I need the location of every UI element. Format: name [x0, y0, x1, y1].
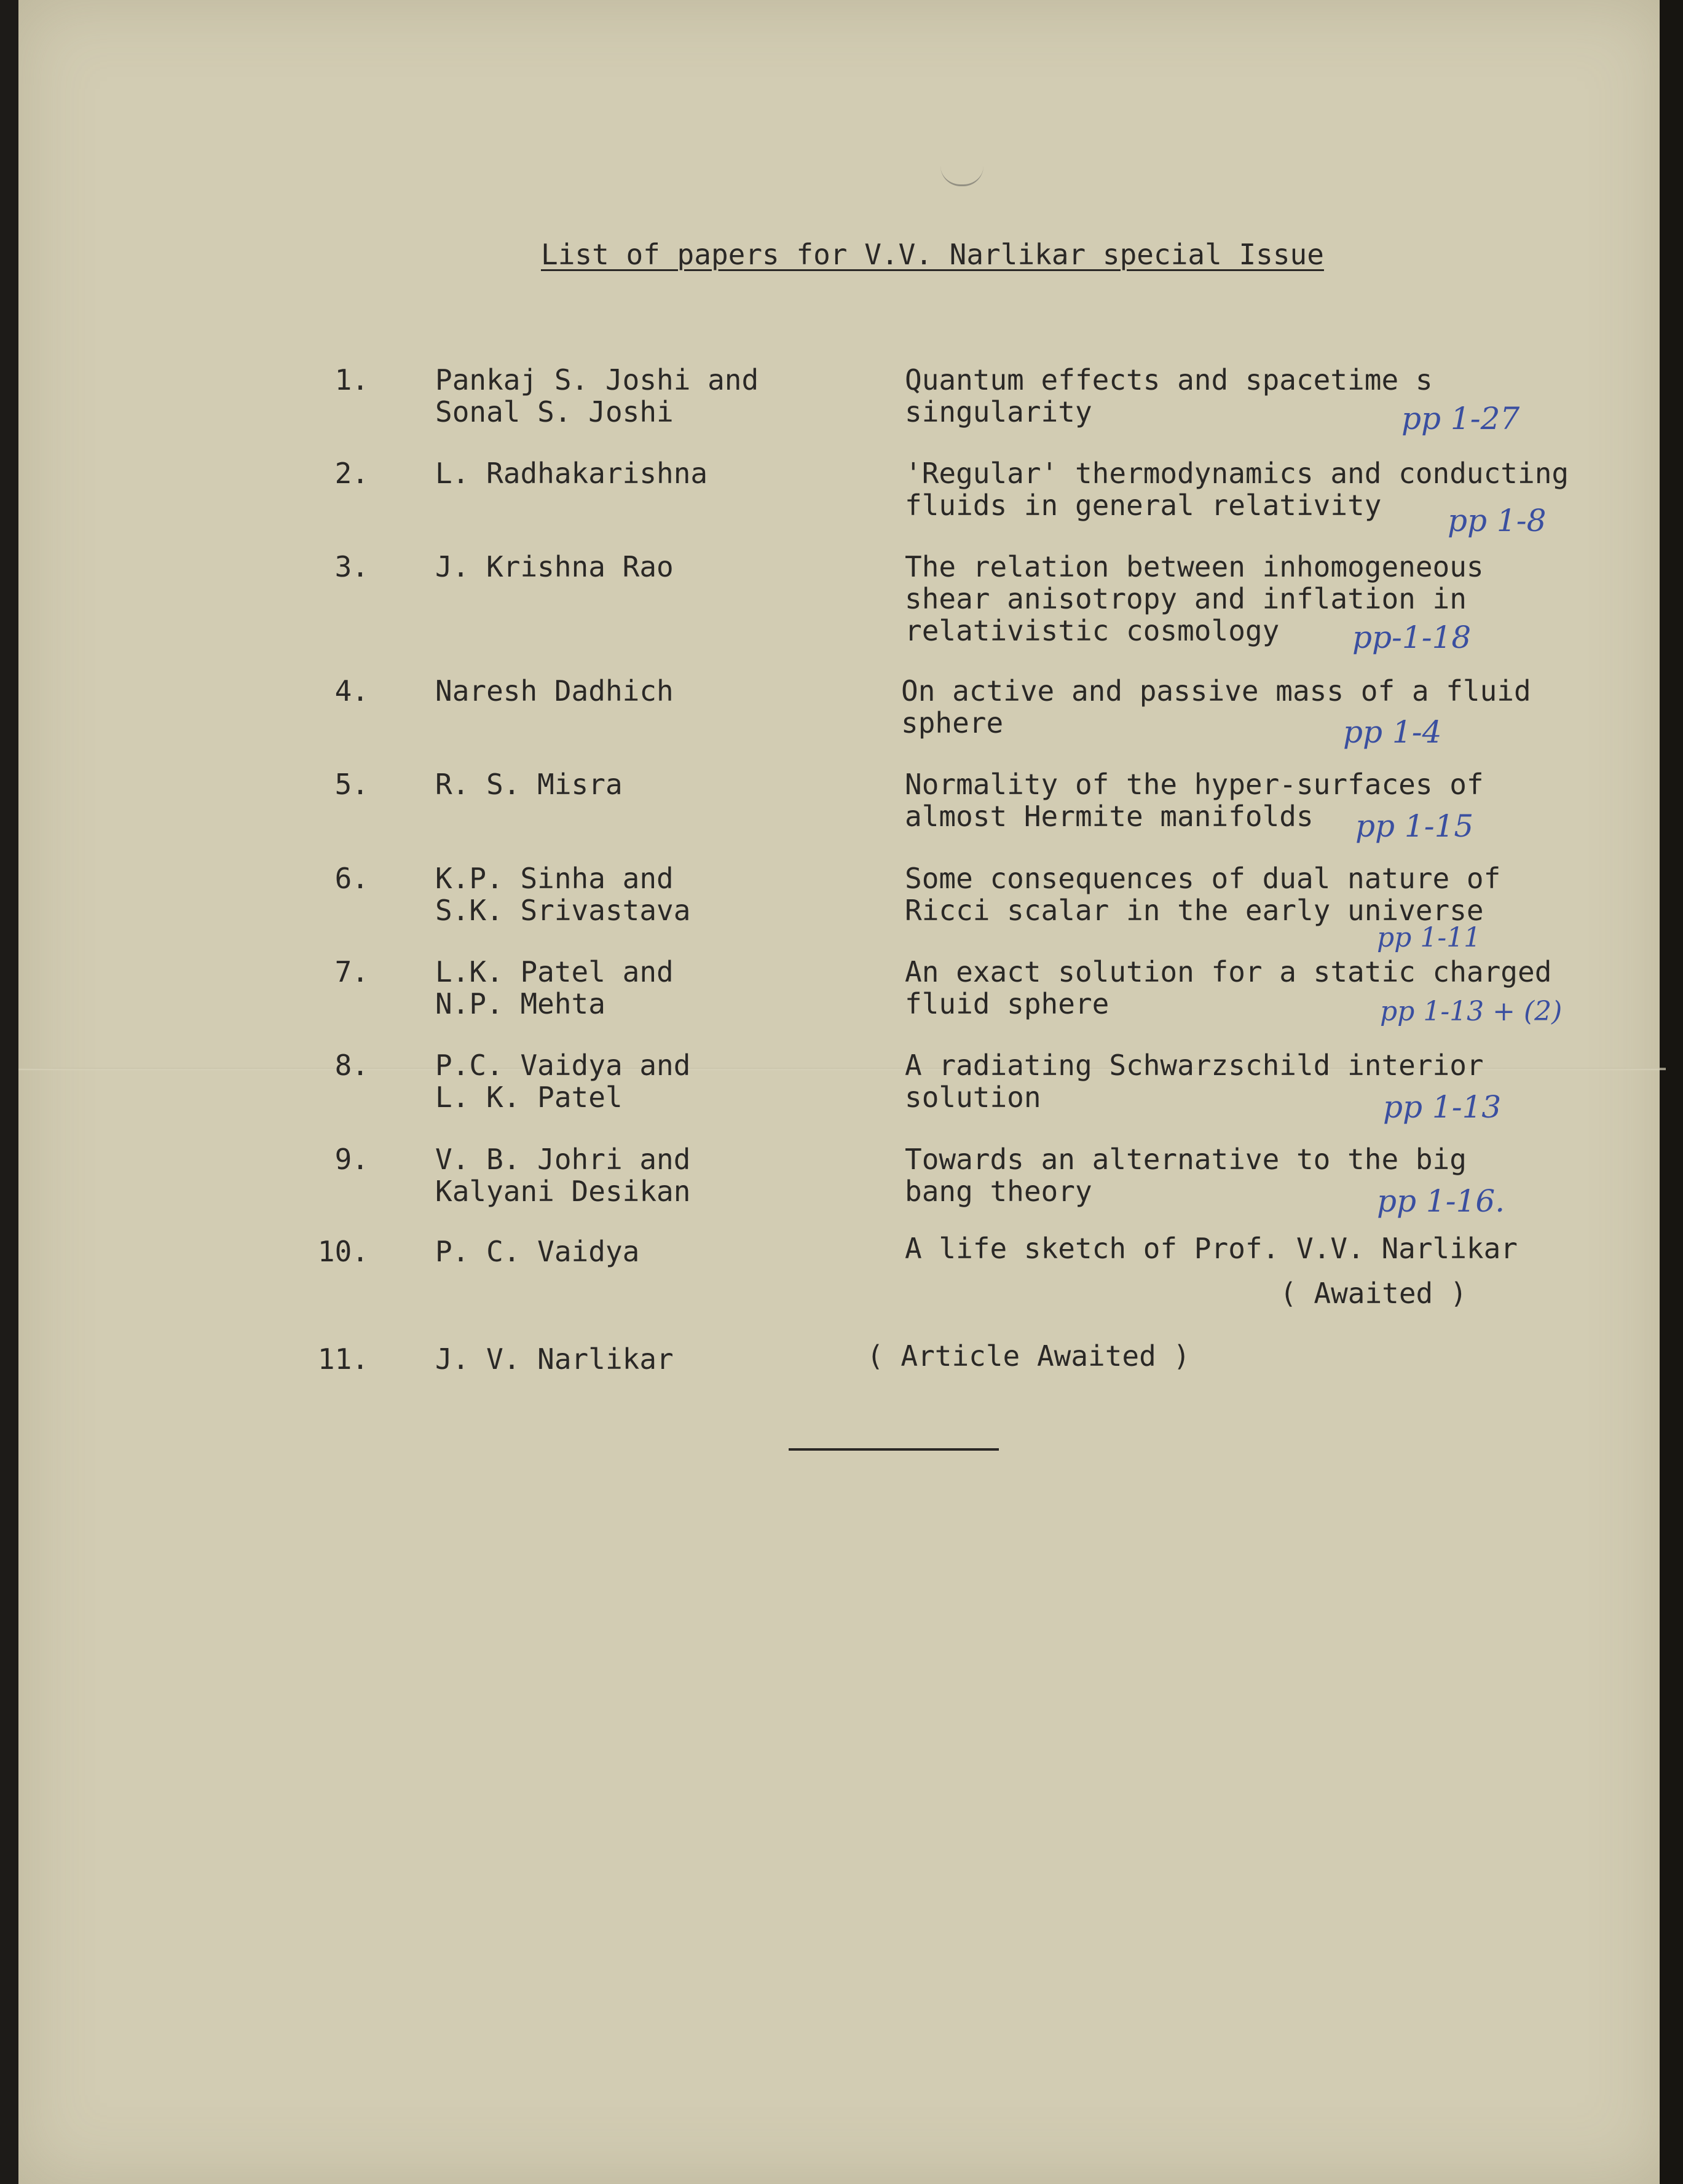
entry-author: V. B. Johri and	[435, 1143, 691, 1176]
entry-title: shear anisotropy and inflation in	[905, 582, 1467, 615]
entry-number: 8.	[334, 1049, 369, 1082]
entry-author: P.C. Vaidya and	[435, 1049, 691, 1082]
handwritten-page-note: pp 1-4	[1343, 714, 1442, 750]
entry-author: L. K. Patel	[435, 1081, 623, 1114]
entry-title: Towards an alternative to the big	[905, 1143, 1467, 1176]
entry-title: relativistic cosmology	[905, 614, 1280, 647]
entry-number: 11.	[317, 1342, 369, 1376]
entry-author: Naresh Dadhich	[435, 674, 674, 708]
entry-title: bang theory	[905, 1175, 1092, 1208]
handwritten-page-note: pp 1-13	[1383, 1089, 1502, 1125]
entry-author: K.P. Sinha and	[435, 862, 674, 895]
handwritten-page-note: pp 1-27	[1401, 401, 1520, 436]
entry-author: Pankaj S. Joshi and	[435, 363, 759, 396]
entry-title: Quantum effects and spacetime s	[905, 363, 1433, 396]
entry-title: Ricci scalar in the early universe	[905, 894, 1484, 927]
entry-title: solution	[905, 1081, 1041, 1114]
entry-title: singularity	[905, 395, 1092, 428]
handwritten-page-note: pp 1-8	[1448, 503, 1547, 538]
entry-author: Kalyani Desikan	[435, 1175, 691, 1208]
entry-title: fluid sphere	[905, 987, 1110, 1020]
handwritten-page-note: pp-1-18	[1352, 620, 1472, 655]
entry-title: fluids in general relativity	[905, 489, 1382, 522]
entry-number: 4.	[334, 674, 369, 708]
entry-number: 2.	[334, 457, 369, 490]
entry-author: J. Krishna Rao	[435, 550, 674, 583]
entry-number: 5.	[334, 768, 369, 801]
entry-title: 'Regular' thermodynamics and conducting	[905, 457, 1569, 490]
entry-title: A radiating Schwarzschild interior	[905, 1049, 1484, 1082]
entry-title: An exact solution for a static charged	[905, 955, 1552, 988]
handwritten-page-note: pp 1-15	[1355, 808, 1474, 844]
entry-author: L. Radhakarishna	[435, 457, 708, 490]
entry-title: Some consequences of dual nature of	[905, 862, 1501, 895]
handwritten-page-note: pp 1-16.	[1377, 1183, 1505, 1219]
entry-number: 1.	[334, 363, 369, 396]
entry-author: S.K. Srivastava	[435, 894, 691, 927]
entry-title: On active and passive mass of a fluid	[901, 674, 1531, 708]
entry-title: Normality of the hyper-surfaces of	[905, 768, 1484, 801]
entry-author: P. C. Vaidya	[435, 1235, 640, 1268]
entry-number: 6.	[334, 862, 369, 895]
entry-title: A life sketch of Prof. V.V. Narlikar	[905, 1232, 1518, 1265]
entry-author: Sonal S. Joshi	[435, 395, 674, 428]
entry-title: The relation between inhomogeneous	[905, 550, 1484, 583]
background-edge	[1660, 0, 1683, 2184]
entry-number: 9.	[334, 1143, 369, 1176]
document-title: List of papers for V.V. Narlikar special Issue	[541, 238, 1324, 271]
entry-status: ( Awaited )	[1280, 1277, 1467, 1310]
end-rule	[789, 1448, 999, 1451]
entry-title: sphere	[901, 706, 1004, 739]
entry-author: L.K. Patel and	[435, 955, 674, 988]
handwritten-page-note: pp 1-11	[1377, 922, 1481, 953]
entry-author: N.P. Mehta	[435, 987, 605, 1020]
entry-author: R. S. Misra	[435, 768, 623, 801]
entry-author: J. V. Narlikar	[435, 1342, 674, 1376]
entry-number: 10.	[317, 1235, 369, 1268]
entry-title: almost Hermite manifolds	[905, 800, 1314, 833]
entry-title: ( Article Awaited )	[867, 1339, 1191, 1373]
handwritten-page-note: pp 1-13 + (2)	[1380, 996, 1563, 1027]
entry-number: 7.	[334, 955, 369, 988]
entry-number: 3.	[334, 550, 369, 583]
